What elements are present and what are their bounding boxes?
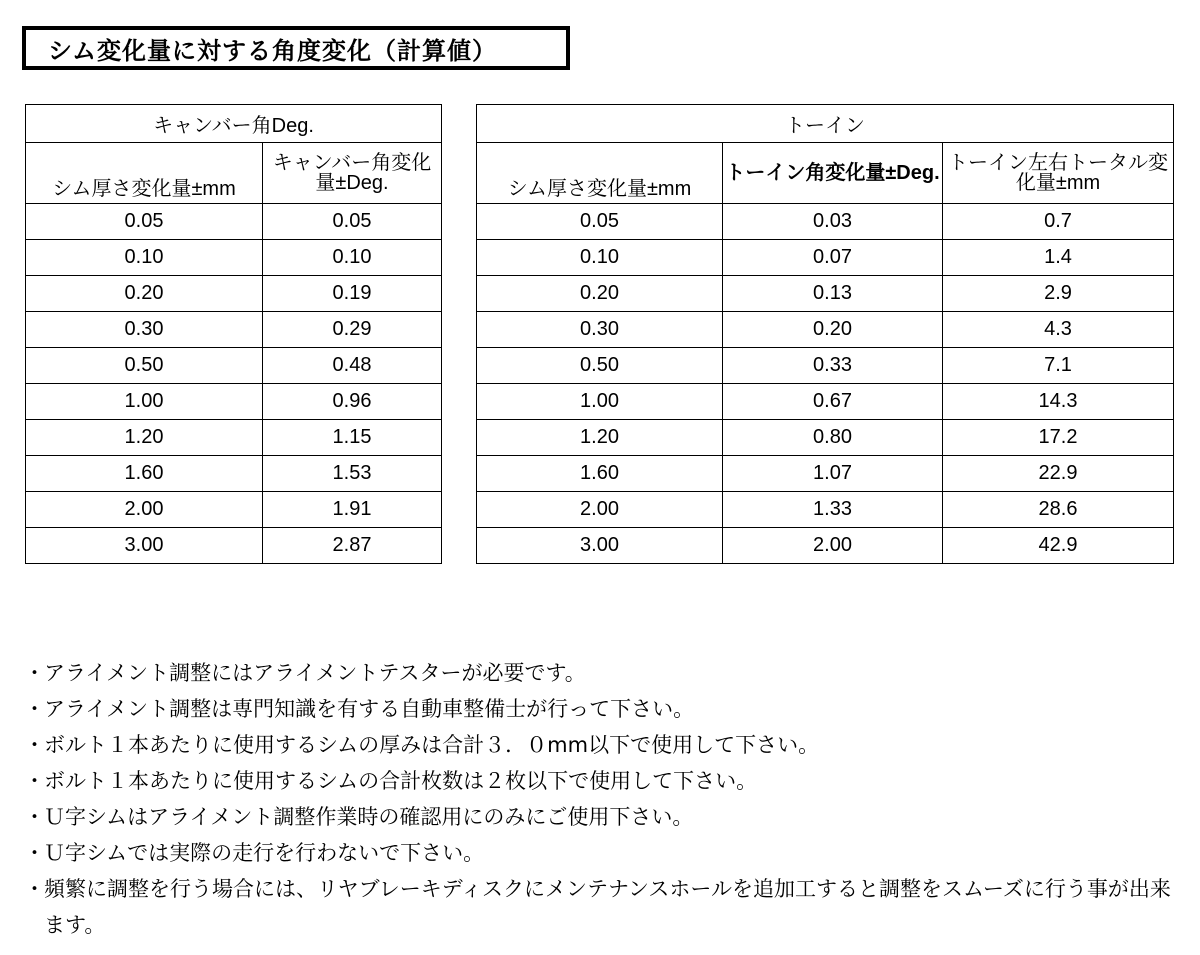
toe-cell: 0.20	[723, 312, 943, 348]
camber-group-header-row	[26, 105, 442, 143]
toe-table	[476, 104, 1174, 564]
toe-cell: 28.6	[943, 492, 1174, 528]
toe-cell: 0.30	[477, 312, 723, 348]
toe-cell: 22.9	[943, 456, 1174, 492]
camber-group-header: キャンバー角Deg.	[26, 105, 442, 143]
toe-table-row	[477, 528, 1174, 564]
toe-cell: 1.20	[477, 420, 723, 456]
toe-cell: 0.50	[477, 348, 723, 384]
camber-cell: 0.29	[263, 312, 442, 348]
toe-cell: 2.00	[723, 528, 943, 564]
toe-group-header: トーイン	[477, 105, 1174, 143]
camber-table-row	[26, 348, 442, 384]
bullet-icon: ・	[24, 661, 45, 685]
note-item	[24, 871, 1184, 943]
camber-table-row	[26, 456, 442, 492]
note-text: アライメント調整にはアライメントテスターが必要です。	[44, 661, 586, 685]
camber-table-row	[26, 276, 442, 312]
camber-table-row	[26, 240, 442, 276]
toe-cell: 3.00	[477, 528, 723, 564]
toe-cell: 17.2	[943, 420, 1174, 456]
camber-cell: 0.96	[263, 384, 442, 420]
bullet-icon: ・	[24, 733, 45, 757]
toe-cell: 0.7	[943, 204, 1174, 240]
toe-col-angle-header: トーイン角変化量±Deg.	[723, 143, 943, 204]
toe-cell: 4.3	[943, 312, 1174, 348]
notes-list	[24, 655, 1184, 943]
toe-cell: 0.03	[723, 204, 943, 240]
camber-table-row	[26, 492, 442, 528]
toe-table-row	[477, 240, 1174, 276]
note-item	[24, 727, 1184, 763]
toe-table-row	[477, 492, 1174, 528]
camber-cell: 0.05	[26, 204, 263, 240]
toe-cell: 0.10	[477, 240, 723, 276]
camber-table-body	[26, 204, 442, 564]
bullet-icon: ・	[24, 769, 45, 793]
camber-cell: 0.19	[263, 276, 442, 312]
note-text: アライメント調整は専門知識を有する自動車整備士が行って下さい。	[44, 697, 695, 721]
toe-table-row	[477, 276, 1174, 312]
toe-cell: 2.00	[477, 492, 723, 528]
camber-cell: 0.10	[263, 240, 442, 276]
note-text: ボルト１本あたりに使用するシムの合計枚数は２枚以下で使用して下さい。	[44, 769, 758, 793]
toe-cell: 0.67	[723, 384, 943, 420]
toe-table-row	[477, 204, 1174, 240]
toe-cell: 0.07	[723, 240, 943, 276]
camber-cell: 2.00	[26, 492, 263, 528]
camber-table-row	[26, 420, 442, 456]
note-item	[24, 691, 1184, 727]
toe-cell: 0.33	[723, 348, 943, 384]
camber-cell: 0.05	[263, 204, 442, 240]
camber-cell: 1.00	[26, 384, 263, 420]
camber-cell: 1.60	[26, 456, 263, 492]
camber-cell: 0.30	[26, 312, 263, 348]
bullet-icon: ・	[24, 805, 45, 829]
toe-cell: 42.9	[943, 528, 1174, 564]
camber-col-shim-header: シム厚さ変化量±mm	[26, 143, 263, 204]
toe-cell: 14.3	[943, 384, 1174, 420]
camber-cell: 0.20	[26, 276, 263, 312]
camber-cell: 0.50	[26, 348, 263, 384]
camber-cell: 1.53	[263, 456, 442, 492]
camber-table-row	[26, 528, 442, 564]
toe-cell: 0.05	[477, 204, 723, 240]
toe-group-header-row	[477, 105, 1174, 143]
camber-table-row	[26, 312, 442, 348]
toe-cell: 1.60	[477, 456, 723, 492]
toe-col-total-header: トーイン左右トータル変化量±mm	[943, 143, 1174, 204]
toe-cell: 1.4	[943, 240, 1174, 276]
bullet-icon: ・	[24, 877, 45, 901]
toe-column-header-row	[477, 143, 1174, 204]
toe-table-body	[477, 204, 1174, 564]
toe-table-row	[477, 312, 1174, 348]
toe-cell: 1.00	[477, 384, 723, 420]
page-title: シム変化量に対する角度変化（計算値）	[22, 26, 570, 70]
note-text: 頻繁に調整を行う場合には、リヤブレーキディスクにメンテナンスホールを追加工すると調整をスムーズに行う事が出来ます。	[44, 877, 1171, 937]
camber-table	[25, 104, 442, 564]
camber-cell: 3.00	[26, 528, 263, 564]
camber-cell: 1.20	[26, 420, 263, 456]
toe-table-row	[477, 384, 1174, 420]
camber-cell: 0.10	[26, 240, 263, 276]
note-item	[24, 655, 1184, 691]
toe-cell: 0.80	[723, 420, 943, 456]
toe-table-row	[477, 420, 1174, 456]
camber-cell: 2.87	[263, 528, 442, 564]
toe-cell: 0.13	[723, 276, 943, 312]
note-text: Ｕ字シムはアライメント調整作業時の確認用にのみにご使用下さい。	[44, 805, 694, 829]
note-item	[24, 799, 1184, 835]
camber-col-angle-header: キャンバー角変化量±Deg.	[263, 143, 442, 204]
toe-cell: 0.20	[477, 276, 723, 312]
camber-cell: 0.48	[263, 348, 442, 384]
note-text: ボルト１本あたりに使用するシムの厚みは合計３．０mm以下で使用して下さい。	[44, 733, 820, 757]
note-text: Ｕ字シムでは実際の走行を行わないで下さい。	[44, 841, 485, 865]
camber-cell: 1.15	[263, 420, 442, 456]
toe-cell: 7.1	[943, 348, 1174, 384]
bullet-icon: ・	[24, 697, 45, 721]
toe-table-row	[477, 456, 1174, 492]
bullet-icon: ・	[24, 841, 45, 865]
camber-table-row	[26, 384, 442, 420]
toe-col-shim-header: シム厚さ変化量±mm	[477, 143, 723, 204]
camber-table-row	[26, 204, 442, 240]
toe-cell: 2.9	[943, 276, 1174, 312]
camber-cell: 1.91	[263, 492, 442, 528]
note-item	[24, 763, 1184, 799]
toe-cell: 1.07	[723, 456, 943, 492]
camber-column-header-row	[26, 143, 442, 204]
toe-cell: 1.33	[723, 492, 943, 528]
note-item	[24, 835, 1184, 871]
toe-table-row	[477, 348, 1174, 384]
